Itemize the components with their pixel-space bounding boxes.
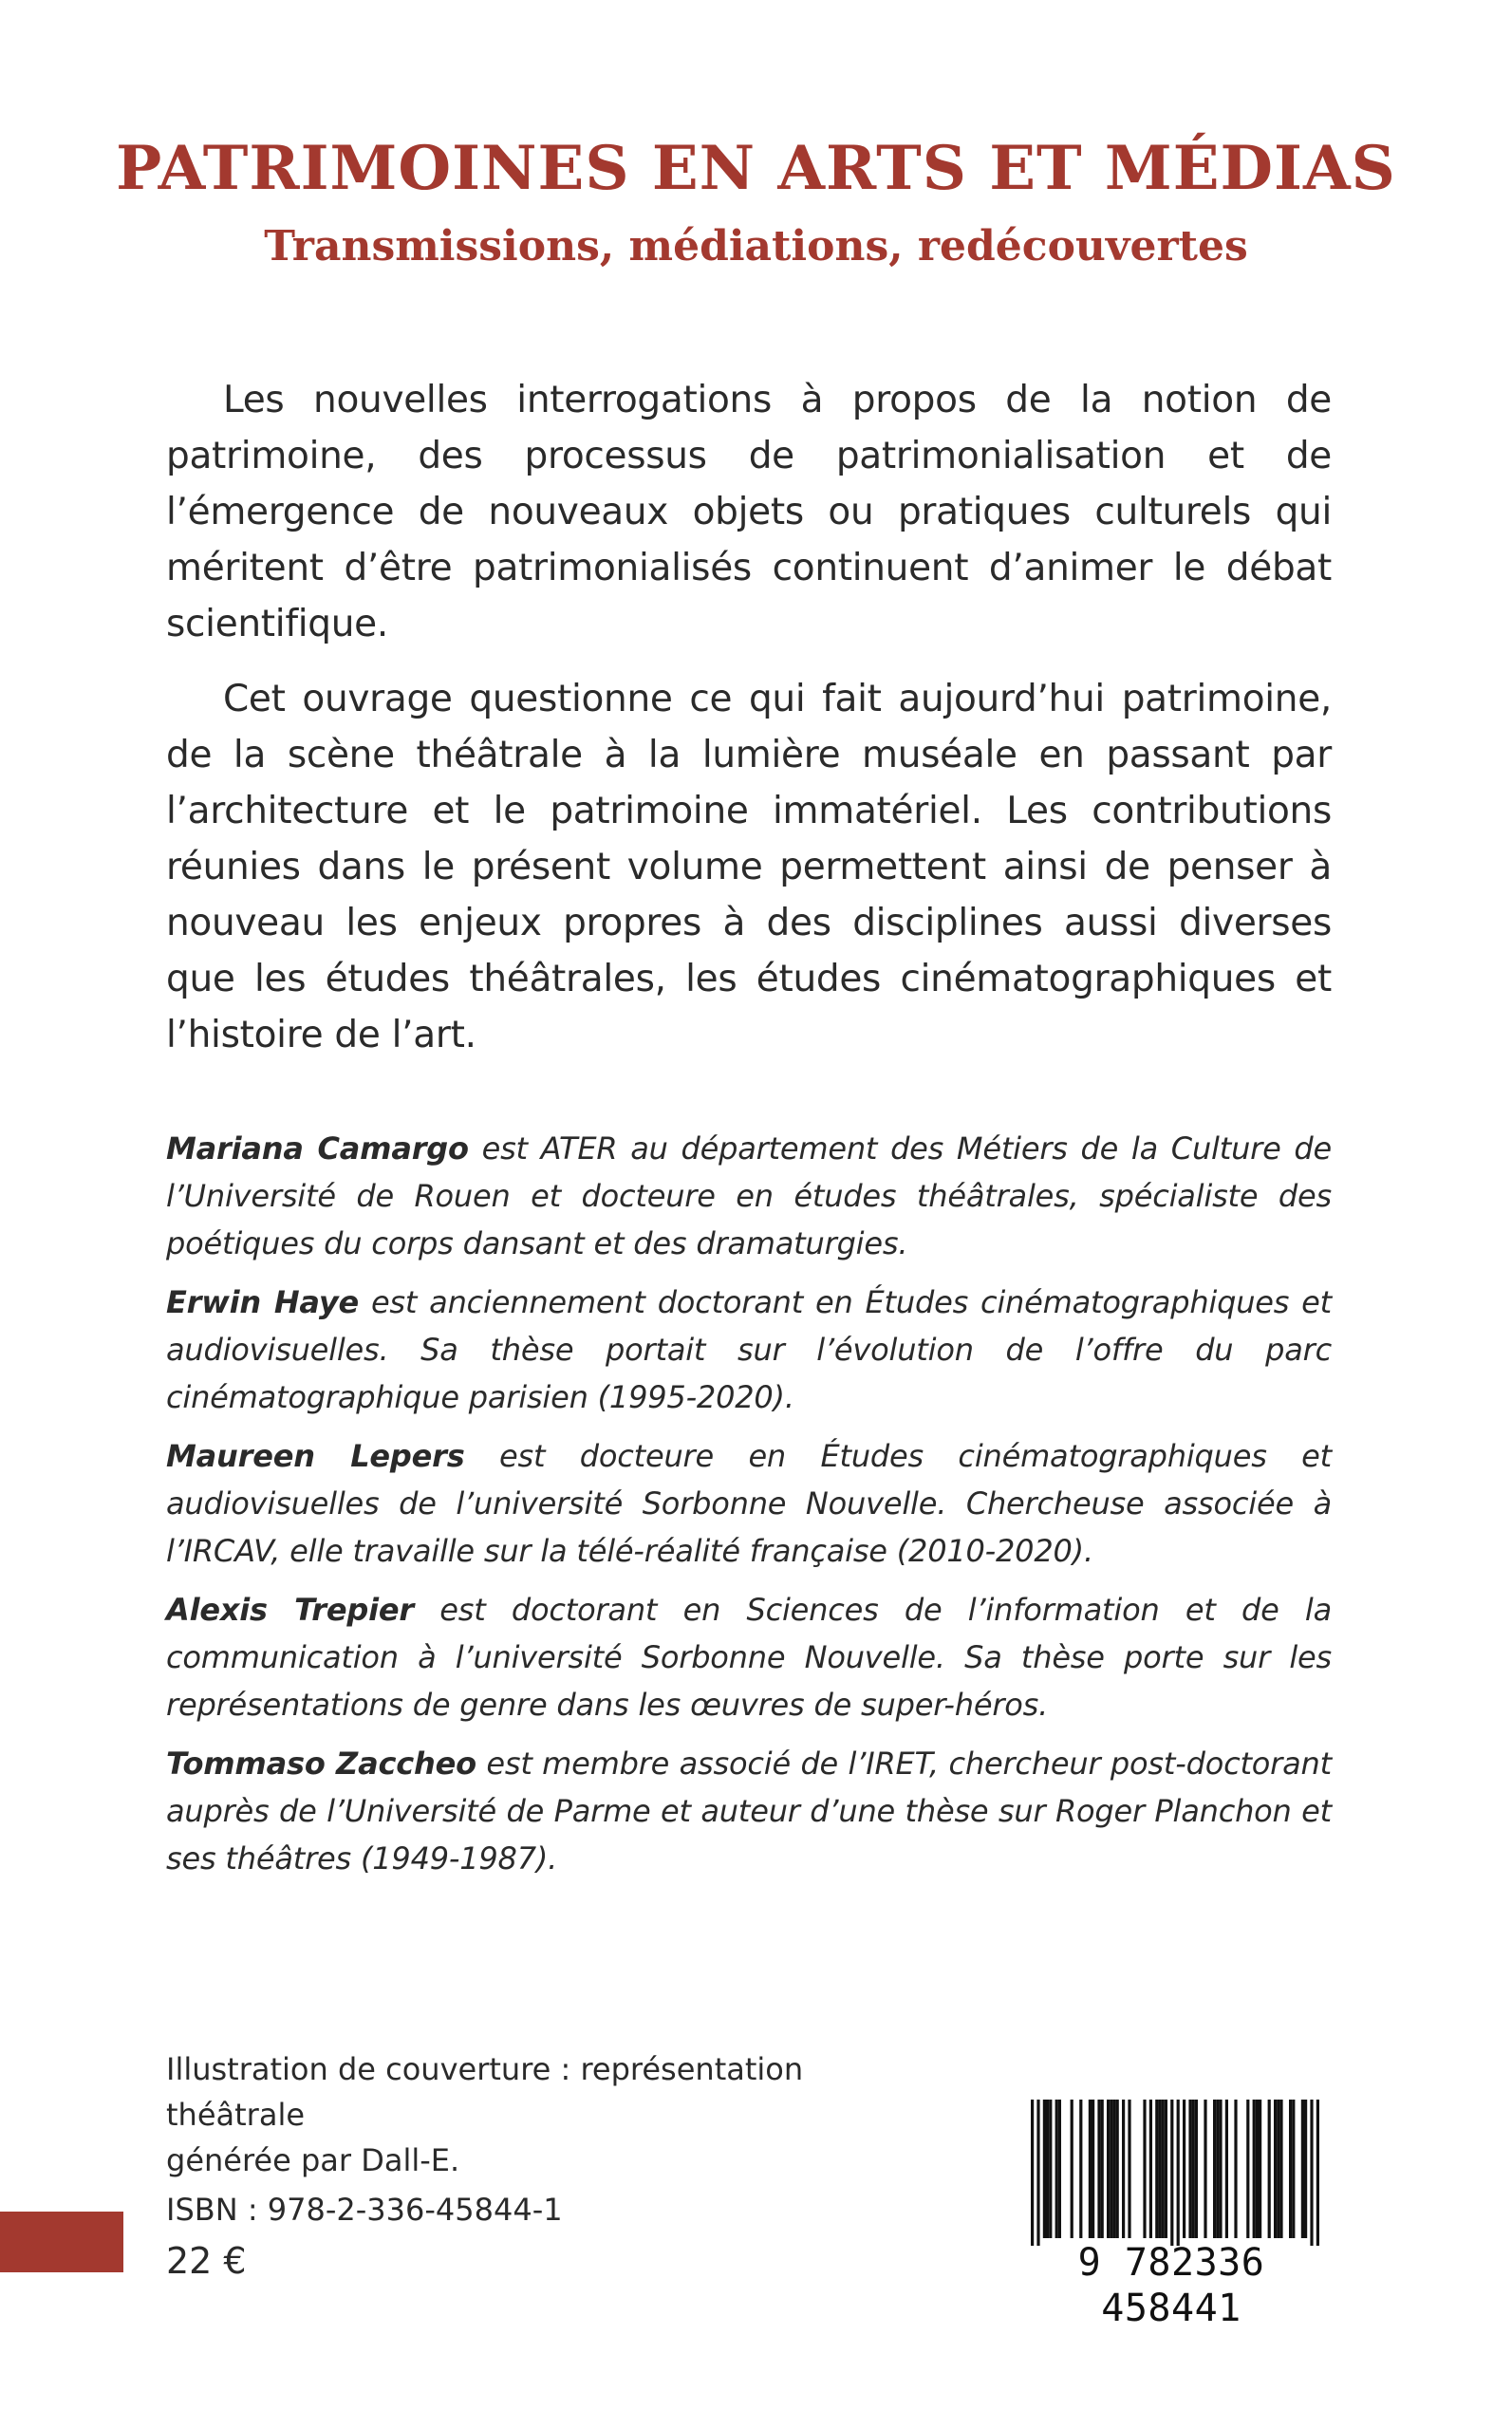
author-bio <box>166 1740 1332 1882</box>
barcode-bar <box>1274 2100 1277 2238</box>
barcode-bar <box>1031 2100 1034 2246</box>
author-bio-text: est anciennement doctorant en Études cinématographiques et audiovisuelles. Sa thèse portait sur l’évolution de l’offre du parc cinématographique parisien (1995-2020). <box>166 1284 1332 1415</box>
barcode-bar <box>1036 2100 1039 2246</box>
barcode-bar <box>1204 2100 1206 2238</box>
barcode-bar <box>1316 2100 1319 2246</box>
barcode-bar <box>1089 2100 1092 2238</box>
cover-credit <box>166 2046 925 2183</box>
barcode-bar <box>1143 2100 1146 2238</box>
author-bio <box>166 1279 1332 1421</box>
author-bio-text: est doctorant en Sciences de l’information et de la communication à l’université Sorbonne Nouvelle. Sa thèse porte sur les représentations de genre dans les œuvres de super-héros. <box>166 1592 1332 1723</box>
barcode-bar <box>1195 2100 1198 2238</box>
barcode-bar <box>1234 2100 1237 2238</box>
barcode-bar <box>1277 2100 1279 2238</box>
barcode-bar <box>1058 2100 1061 2238</box>
barcode-bar <box>1301 2100 1304 2238</box>
cover-credit-line: Illustration de couverture : représentation théâtrale <box>166 2051 804 2133</box>
barcode-bar <box>1256 2100 1259 2238</box>
barcode-bar <box>1043 2100 1046 2238</box>
author-bio-text: est ATER au département des Métiers de la Culture de l’Université de Rouen et docteure en études théâtrales, spécialiste des poétiques du corps dansant et des dramaturgies. <box>166 1130 1332 1261</box>
barcode-bar <box>1101 2100 1104 2238</box>
barcode-bar <box>1292 2100 1295 2238</box>
barcode-bar <box>1213 2100 1216 2238</box>
summary-paragraph: Cet ouvrage questionne ce qui fait aujourd’hui patrimoine, de la scène théâtrale à la lumière muséale en passant par l’architecture et le patrimoine immatériel. Les contributions réunies dans le présent volume permettent ainsi de penser à nouveau les enjeux propres à des disciplines aussi diverses que les études théâtrales, les études cinématographiques et l’histoire de l’art. <box>166 678 1332 1056</box>
barcode-bar <box>1289 2100 1292 2238</box>
summary <box>166 372 1332 1082</box>
barcode-bar <box>1158 2100 1161 2238</box>
price: 22 € <box>166 2240 247 2282</box>
barcode-bar <box>1046 2100 1049 2238</box>
author-bio <box>166 1432 1332 1575</box>
barcode-bar <box>1116 2100 1119 2238</box>
summary-paragraph: Les nouvelles interrogations à propos de la notion de patrimoine, des processus de patrimonialisation et de l’émergence de nouveaux objets ou pratiques culturels qui méritent d’être patrimonialisés continuent d’animer le débat scientifique. <box>166 379 1332 645</box>
author-bio-text: est docteure en Études cinématographiques et audiovisuelles de l’université Sorbonne Nouvelle. Chercheuse associée à l’IRCAV, elle travaille sur la télé-réalité française (2010-2020). <box>166 1438 1332 1569</box>
author-name: Maureen Lepers <box>166 1438 465 1474</box>
barcode-bar <box>1071 2100 1073 2238</box>
barcode-bar <box>1165 2100 1167 2238</box>
barcode-bar <box>1219 2100 1222 2238</box>
barcode-bars <box>1010 2094 1333 2246</box>
barcode-bar <box>1097 2100 1100 2238</box>
barcode-bar <box>1216 2100 1219 2238</box>
barcode-bar <box>1177 2100 1180 2246</box>
barcode-bar <box>1155 2100 1158 2238</box>
barcode-bar <box>1107 2100 1110 2238</box>
cover-credit-line: générée par Dall-E. <box>166 2142 460 2178</box>
book-title: PATRIMOINES EN ARTS ET MÉDIAS <box>116 133 1396 204</box>
barcode-bar <box>1253 2100 1256 2238</box>
barcode-bar <box>1259 2100 1261 2238</box>
barcode-bar <box>1079 2100 1082 2238</box>
barcode-bar <box>1122 2100 1125 2238</box>
barcode-bar <box>1246 2100 1249 2238</box>
barcode-bar <box>1183 2100 1185 2238</box>
author-bios <box>166 1125 1332 1894</box>
author-name: Tommaso Zaccheo <box>166 1746 476 1782</box>
author-name: Mariana Camargo <box>166 1130 469 1167</box>
isbn: ISBN : 978-2-336-45844-1 <box>166 2192 563 2228</box>
barcode-bar <box>1112 2100 1115 2238</box>
barcode-bar <box>1279 2100 1282 2238</box>
book-subtitle: Transmissions, médiations, redécouvertes <box>264 222 1248 271</box>
barcode-digits: 9 782336 458441 <box>1077 2241 1265 2330</box>
barcode-bar <box>1149 2100 1152 2238</box>
barcode-bar <box>1310 2100 1313 2246</box>
barcode-bar <box>1192 2100 1195 2238</box>
author-name: Alexis Trepier <box>166 1592 414 1628</box>
barcode-bar <box>1092 2100 1094 2238</box>
barcode-bar <box>1110 2100 1112 2238</box>
publisher-band <box>0 2212 123 2272</box>
barcode-bar <box>1304 2100 1307 2238</box>
barcode-bar <box>1225 2100 1228 2238</box>
barcode <box>1010 2094 1333 2330</box>
barcode-bar <box>1170 2100 1173 2246</box>
barcode-bar <box>1162 2100 1165 2238</box>
barcode-bar <box>1055 2100 1058 2238</box>
author-name: Erwin Haye <box>166 1284 360 1320</box>
author-bio <box>166 1125 1332 1267</box>
barcode-bar <box>1049 2100 1052 2238</box>
barcode-bar <box>1188 2100 1191 2238</box>
barcode-bar <box>1128 2100 1130 2238</box>
barcode-bar <box>1268 2100 1271 2238</box>
author-bio <box>166 1586 1332 1728</box>
author-bio-text: est membre associé de l’IRET, chercheur post-doctorant auprès de l’Université de Parme et auteur d’une thèse sur Roger Planchon et ses théâtres (1949-1987). <box>166 1746 1332 1877</box>
